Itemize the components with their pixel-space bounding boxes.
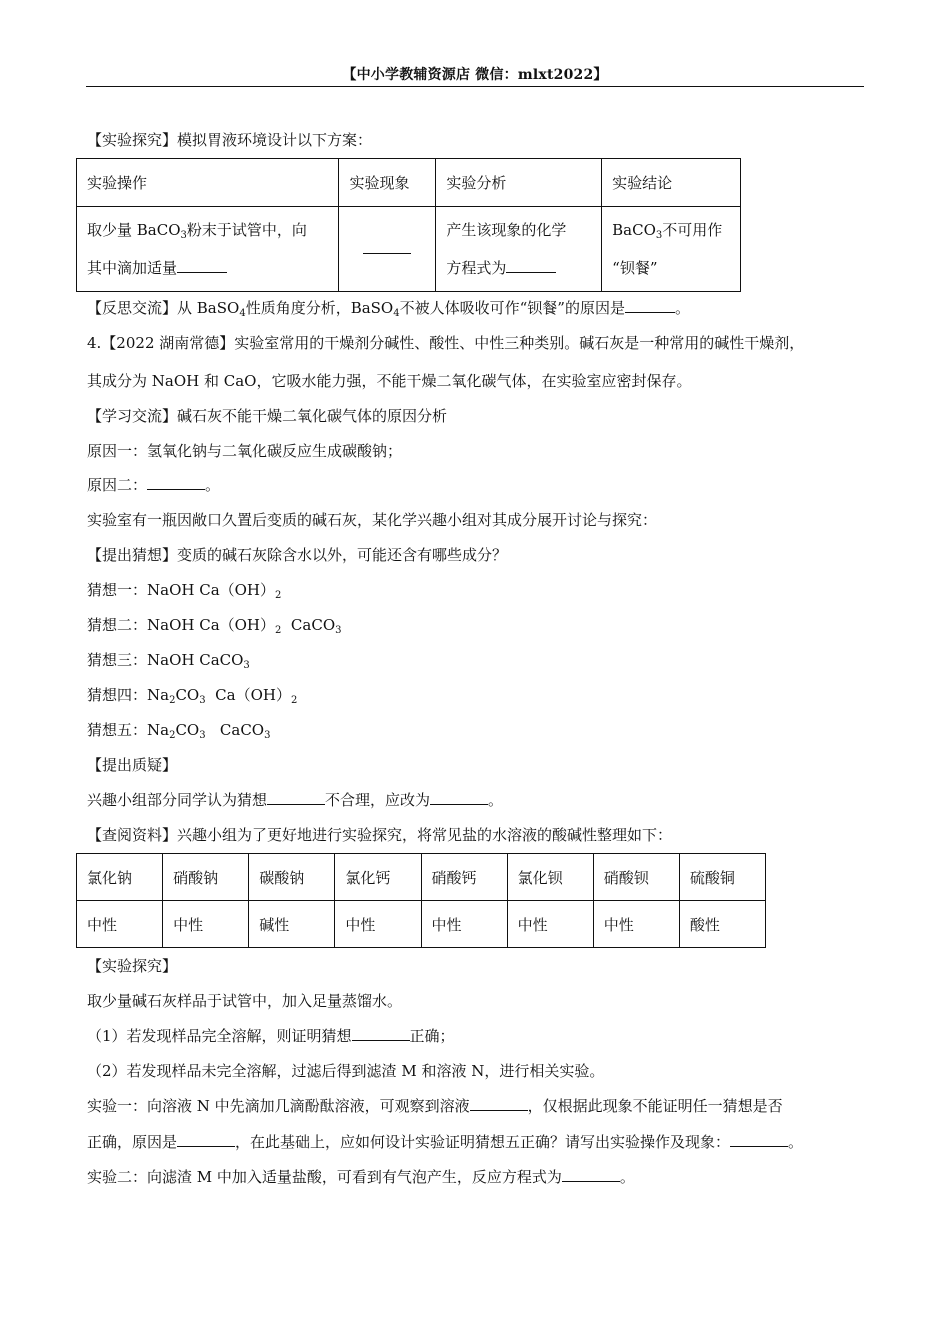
hypothesis-2: 猜想二：NaOH $Ca(OH)_2$ CaCO$_3$ (87, 616, 342, 636)
sample-step: 取少量碱石灰样品于试管中，加入足量蒸馏水。 (87, 992, 403, 1010)
answer-blank[interactable] (267, 790, 325, 805)
table-row (77, 207, 741, 292)
answer-blank[interactable] (625, 298, 675, 313)
experiment-table (76, 158, 741, 292)
doubt-heading: 【提出质疑】 (87, 756, 178, 774)
hypothesis-5: 猜想五：$Na_2CO_3$ CaCO$_3$ (87, 721, 271, 741)
reason-one: 原因一：氢氧化钠与二氧化碳反应生成碳酸钠； (87, 442, 403, 460)
experiment-1-line2: 正确，原因是 ，在此基础上，应如何设计实验证明猜想五正确？请写出实验操作及现象： 。 (87, 1133, 804, 1151)
salt-name-cell: 硝酸钙 (421, 854, 507, 901)
hypothesis-1: 猜想一：NaOH $Ca(OH)_2$ (87, 581, 282, 601)
salt-table (76, 853, 766, 948)
analysis-cell: 产生该现象的化学 方程式为 (436, 207, 602, 292)
part-2: （2）若发现样品未完全溶解，过滤后得到滤渣 M 和溶液 N，进行相关实验。 (87, 1062, 605, 1080)
explore-heading: 【实验探究】 (87, 957, 178, 975)
study-heading: 【学习交流】碱石灰不能干燥二氧化碳气体的原因分析 (87, 407, 448, 425)
answer-blank[interactable] (730, 1132, 788, 1147)
salt-property-cell: 中性 (421, 901, 507, 948)
salt-name-cell: 硫酸铜 (679, 854, 765, 901)
experiment-1-line1: 实验一：向溶液 N 中先滴加几滴酚酞溶液，可观察到溶液 ，仅根据此现象不能证明任一猜想是否 (87, 1097, 783, 1115)
salt-name-cell: 硝酸钡 (593, 854, 679, 901)
salt-name-cell: 碳酸钠 (249, 854, 335, 901)
consult-heading: 【查阅资料】兴趣小组为了更好地进行实验探究，将常见盐的水溶液的酸碱性整理如下： (87, 826, 673, 844)
experiment-intro: 【实验探究】模拟胃液环境设计以下方案： (87, 131, 373, 149)
table-header-cell: 实验操作 (77, 159, 339, 207)
salt-name-cell: 氯化钙 (335, 854, 421, 901)
answer-blank[interactable] (177, 1132, 235, 1147)
experiment-2: 实验二：向滤渣 M 中加入适量盐酸，可看到有气泡产生，反应方程式为 。 (87, 1168, 635, 1186)
answer-blank[interactable] (430, 790, 488, 805)
salt-property-cell: 碱性 (249, 901, 335, 948)
part-1: （1）若发现样品完全溶解，则证明猜想 正确； (87, 1027, 455, 1045)
salt-property-row (77, 901, 766, 948)
table-header-row (77, 159, 741, 207)
conclusion-cell: BaCO$_3$不可用作 “钡餐” (602, 207, 741, 292)
salt-property-cell: 酸性 (679, 901, 765, 948)
answer-blank[interactable] (363, 239, 411, 254)
answer-blank[interactable] (562, 1167, 620, 1182)
salt-name-cell: 氯化钠 (77, 854, 163, 901)
operation-cell: 取少量 BaCO$_3$粉末于试管中，向 其中滴加适量 (77, 207, 339, 292)
hypothesis-intro: 【提出猜想】变质的碱石灰除含水以外，可能还含有哪些成分？ (87, 546, 508, 564)
page-header: 【中小学教辅资源店 微信：mlxt2022】 (342, 67, 608, 83)
answer-blank[interactable] (177, 258, 227, 273)
header-divider (86, 86, 864, 87)
answer-blank[interactable] (352, 1026, 410, 1041)
salt-property-cell: 中性 (163, 901, 249, 948)
hypothesis-3: 猜想三：NaOH CaCO$_3$ (87, 651, 250, 671)
salt-name-cell: 氯化钡 (507, 854, 593, 901)
reflection-line: 【反思交流】从 BaSO$_4$性质角度分析，BaSO$_4$不被人体吸收可作“钡餐”的原因是 。 (87, 299, 690, 319)
question-4-line1: 4.【2022 湖南常德】实验室常用的干燥剂分碱性、酸性、中性三种类别。碱石灰是一种常用的碱性干燥剂， (87, 334, 805, 352)
table-header-cell: 实验现象 (339, 159, 436, 207)
salt-name-cell: 硝酸钠 (163, 854, 249, 901)
salt-property-cell: 中性 (593, 901, 679, 948)
salt-name-row (77, 854, 766, 901)
lab-statement: 实验室有一瓶因敞口久置后变质的碱石灰，某化学兴趣小组对其成分展开讨论与探究： (87, 511, 658, 529)
answer-blank[interactable] (147, 475, 205, 490)
doubt-line: 兴趣小组部分同学认为猜想 不合理，应改为 。 (87, 791, 504, 809)
salt-property-cell: 中性 (507, 901, 593, 948)
reason-two: 原因二： 。 (87, 476, 221, 494)
phenomenon-cell (339, 207, 436, 292)
hypothesis-4: 猜想四：$Na_2CO_3$ $Ca(OH)_2$ (87, 686, 298, 706)
answer-blank[interactable] (506, 258, 556, 273)
table-header-cell: 实验分析 (436, 159, 602, 207)
answer-blank[interactable] (470, 1096, 528, 1111)
salt-property-cell: 中性 (335, 901, 421, 948)
salt-property-cell: 中性 (77, 901, 163, 948)
question-4-line2: 其成分为 NaOH 和 CaO，它吸水能力强，不能干燥二氧化碳气体，在实验室应密封保存。 (87, 372, 692, 390)
table-header-cell: 实验结论 (602, 159, 741, 207)
